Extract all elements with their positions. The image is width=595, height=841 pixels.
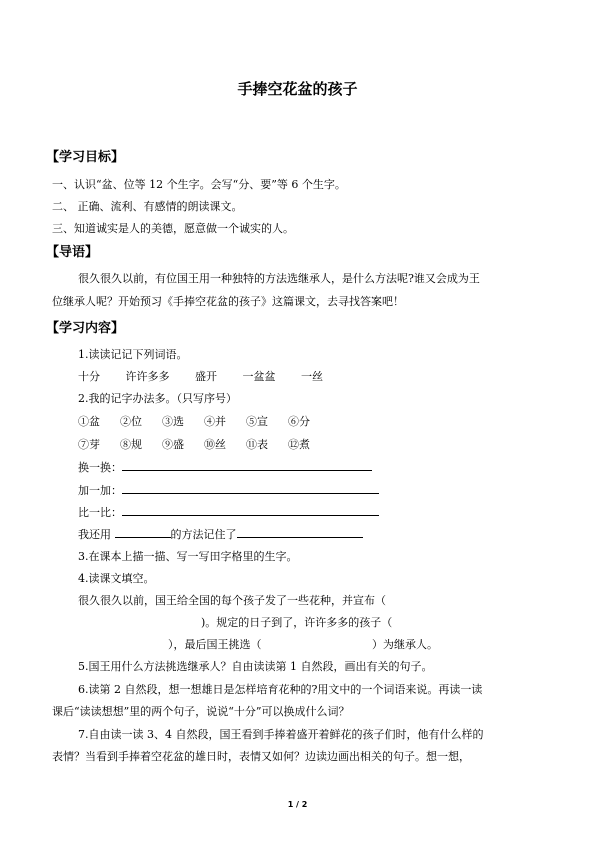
goal-item-1: 一、认识“盆、位等 12 个生字。会写“分、要”等 6 个生字。	[52, 178, 346, 191]
fill-line-1: 很久很久以前，国王给全国的每个孩子发了一些花种，并宣布（	[78, 594, 386, 607]
swap-label: 换一换：	[78, 461, 122, 474]
character-item: ⑫煮	[288, 438, 310, 451]
character-item: ⑧规	[120, 438, 142, 451]
compare-label: 比一比：	[78, 506, 122, 519]
method-blank[interactable]	[115, 525, 171, 538]
character-item: ②位	[120, 415, 142, 428]
fill-line-3b: ）为继承人。	[372, 638, 438, 651]
add-label: 加一加：	[78, 484, 122, 497]
character-row-2	[78, 436, 330, 452]
goal-item-3: 三、知道诚实是人的美德，愿意做一个诚实的人。	[52, 222, 294, 235]
question-3: 3.在课本上描一描、写一写田字格里的生字。	[78, 550, 298, 563]
vocab-word: 一盆盆	[242, 370, 276, 383]
add-answer-blank[interactable]	[122, 481, 379, 494]
question-5: 5.国王用什么方法挑选继承人？自由读读第 1 自然段，画出有关的句子。	[78, 660, 433, 673]
question-7-line-1: 7.自由读一读 3、4 自然段，国王看到手捧着盛开着鲜花的孩子们时，他有什么样的	[78, 728, 484, 741]
character-item: ⑤宣	[246, 415, 268, 428]
also-prefix: 我还用	[78, 528, 111, 541]
character-item: ③选	[162, 415, 184, 428]
compare-answer-blank[interactable]	[122, 503, 379, 516]
section-heading-intro: 【导语】	[46, 245, 99, 260]
goal-item-2: 二、 正确、流利、有感情的朗读课文。	[52, 200, 243, 213]
vocabulary-words	[78, 368, 345, 384]
question-4: 4.读课文填空。	[78, 572, 155, 585]
add-row	[78, 481, 379, 498]
character-row-1	[78, 413, 330, 429]
characters-blank[interactable]	[237, 525, 363, 538]
character-item: ①盆	[78, 415, 100, 428]
question-2: 2.我的记字办法多。（只写序号）	[78, 392, 237, 405]
character-item: ⑦芽	[78, 438, 100, 451]
page-number: 1 / 2	[287, 800, 308, 809]
swap-answer-blank[interactable]	[122, 458, 372, 471]
fill-line-2: )。规定的日子到了，许许多多的孩子（	[201, 616, 393, 629]
vocab-word: 许许多多	[125, 370, 170, 383]
character-item: ⑩丝	[204, 438, 226, 451]
vocab-word: 一丝	[301, 370, 323, 383]
also-middle: 的方法记住了	[170, 528, 237, 541]
section-heading-content: 【学习内容】	[46, 321, 125, 336]
question-1: 1.读读记记下列词语。	[78, 348, 188, 361]
compare-row	[78, 503, 379, 520]
character-item: ④并	[204, 415, 226, 428]
character-item: ⑨盛	[162, 438, 184, 451]
page-title: 手捧空花盆的孩子	[237, 80, 358, 98]
character-item: ⑥分	[288, 415, 310, 428]
section-heading-goals: 【学习目标】	[46, 150, 125, 165]
question-6-line-2: 课后“读读想想”里的两个句子，说说“十分”可以换成什么词？	[52, 705, 350, 718]
question-7-line-2: 表情？当看到手捧着空花盆的雄日时，表情又如何？边读边画出相关的句子。想一想，	[52, 750, 470, 763]
also-row	[78, 525, 363, 542]
fill-line-3a: ），最后国王挑选（	[168, 638, 262, 651]
intro-line-2: 位继承人呢？开始预习《手捧空花盆的孩子》这篇课文，去寻找答案吧！	[52, 295, 404, 308]
question-6-line-1: 6.读第 2 自然段，想一想雄日是怎样培育花种的?用文中的一个词语来说。再读一读	[78, 683, 483, 696]
vocab-word: 盛开	[195, 370, 217, 383]
intro-line-1: 很久很久以前，有位国王用一种独特的方法选继承人，是什么方法呢?谁又会成为王	[78, 272, 480, 285]
swap-row	[78, 458, 372, 475]
character-item: ⑪表	[246, 438, 268, 451]
vocab-word: 十分	[78, 370, 100, 383]
